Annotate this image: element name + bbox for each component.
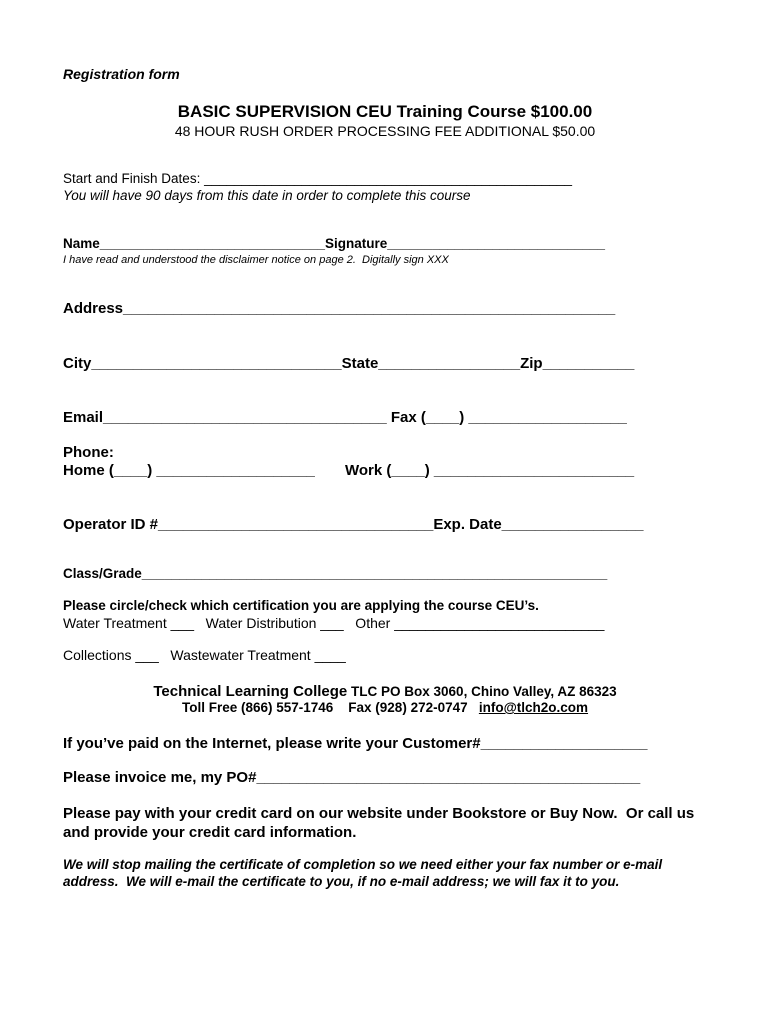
- credit-card-instructions-line-1: Please pay with your credit card on our website under Bookstore or Buy Now. Or call us: [63, 805, 695, 822]
- rush-fee-subtitle: 48 HOUR RUSH ORDER PROCESSING FEE ADDITIONAL $50.00: [174, 123, 596, 139]
- college-contact: [0, 700, 770, 716]
- credit-card-instructions-line-2: and provide your credit card information.: [63, 824, 357, 841]
- operator-id-exp-date-field[interactable]: Operator ID #_________________________________Exp. Date_________________: [63, 516, 644, 533]
- phone-label: Phone:: [63, 444, 114, 461]
- customer-number-field[interactable]: If you’ve paid on the Internet, please write your Customer#____________________: [63, 735, 648, 752]
- form-label: Registration form: [63, 66, 180, 82]
- college-email-link[interactable]: info@tlch2o.com: [478, 700, 589, 715]
- college-name: Technical Learning College: [153, 683, 348, 700]
- certification-options-row-1[interactable]: Water Treatment ___ Water Distribution ___ Other ___________________________: [63, 615, 605, 631]
- home-phone-field[interactable]: Home (____) ___________________: [63, 462, 315, 479]
- city-state-zip-field[interactable]: City______________________________State_________________Zip___________: [63, 355, 635, 372]
- disclaimer-note: I have read and understood the disclaimer notice on page 2. Digitally sign XXX: [63, 254, 449, 266]
- start-finish-dates-field[interactable]: Start and Finish Dates: _________________________________________________: [63, 171, 572, 186]
- college-info: [0, 683, 770, 700]
- name-signature-field[interactable]: Name______________________________Signature_____________________________: [63, 236, 606, 251]
- dates-note: You will have 90 days from this date in order to complete this course: [63, 188, 471, 203]
- address-field[interactable]: Address___________________________________________________________: [63, 300, 616, 317]
- email-fax-field[interactable]: Email__________________________________ Fax (____) ___________________: [63, 409, 627, 426]
- work-phone-field[interactable]: Work (____) ________________________: [345, 462, 635, 479]
- certificate-notice-line-1: We will stop mailing the certificate of completion so we need either your fax number or e-mail: [63, 857, 663, 872]
- certification-prompt: Please circle/check which certification you are applying the course CEU’s.: [63, 598, 539, 613]
- college-address: TLC PO Box 3060, Chino Valley, AZ 86323: [347, 684, 617, 699]
- po-number-field[interactable]: Please invoice me, my PO#______________________________________________: [63, 769, 641, 786]
- class-grade-field[interactable]: Class/Grade______________________________________________________________: [63, 566, 608, 581]
- college-phone-fax: Toll Free (866) 557-1746 Fax (928) 272-0747: [181, 700, 479, 715]
- certification-options-row-2[interactable]: Collections ___ Wastewater Treatment ____: [63, 647, 346, 663]
- course-title: BASIC SUPERVISION CEU Training Course $100.00: [177, 102, 593, 121]
- certificate-notice-line-2: address. We will e-mail the certificate to you, if no e-mail address; we will fax it to you.: [63, 874, 620, 889]
